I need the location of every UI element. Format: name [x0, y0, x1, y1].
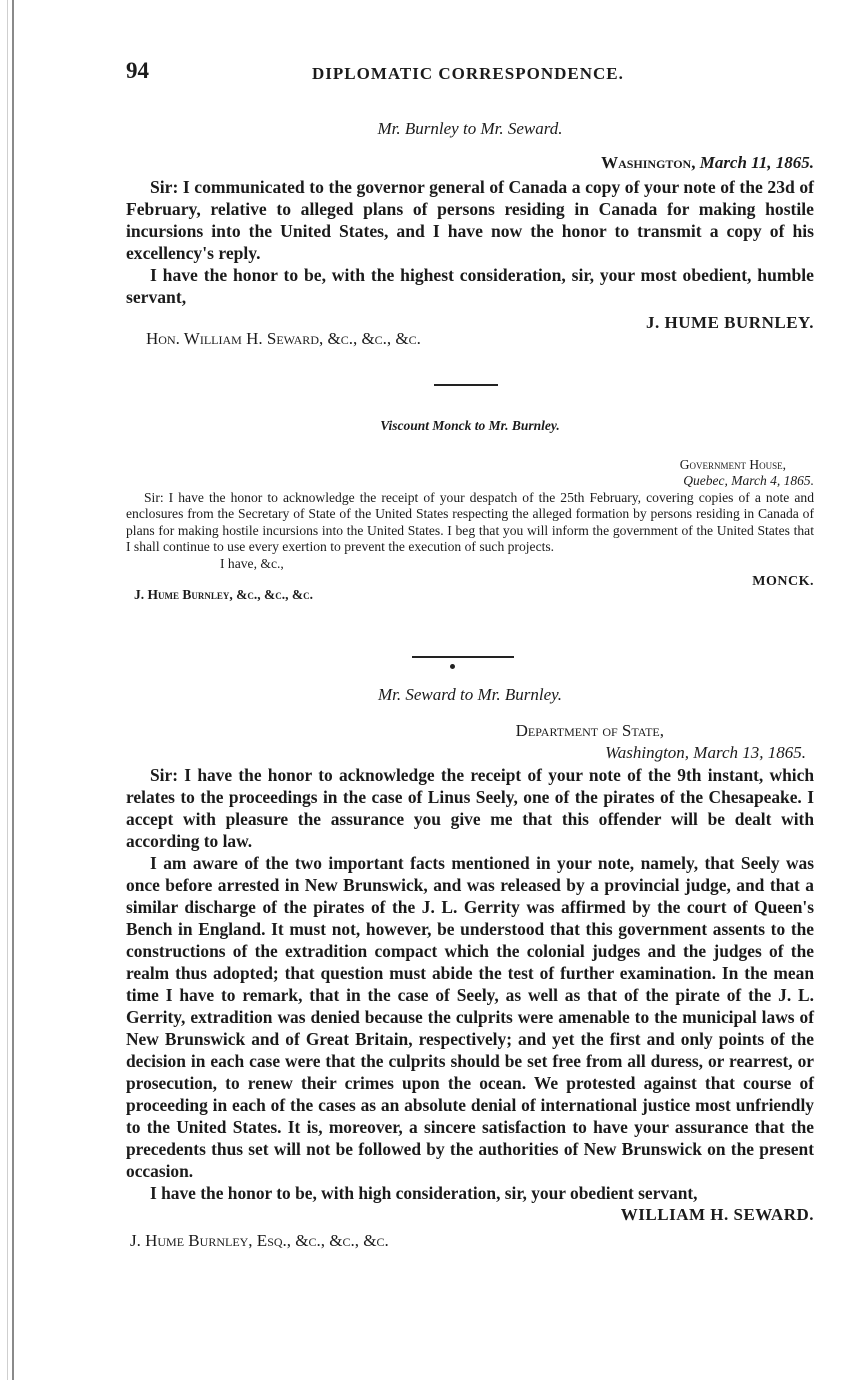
letter-closing: I have, &c.,: [220, 555, 284, 571]
letter-date: March 11, 1865.: [699, 153, 814, 172]
letter-title: Mr. Burnley to Mr. Seward.: [377, 119, 563, 138]
letter-addressee: Hon. William H. Seward, &c., &c., &c.: [146, 329, 421, 348]
letter-paragraph: I am aware of the two important facts mentioned in your note, namely, that Seely was once before arrested in New Brunswick, and was released by a provincial judge, and that a similar discharge of the pirates of the J. L. Gerrity was affirmed by the court of Queen's Bench in England. It must not, however, be understood that this government assents to the constructions of the extradition compact which the colonial judges and the judges of the realm thus adopted; that question must abide the test of further examination. In the mean time I have to remark, that in the case of Seely, as well as that of the pirate of the J. L. Gerrity, extradition was denied because the culprits were amenable to the municipal laws of New Brunswick and of Great Britain, respectively; and yet the first and only points of the decision in each case were that the culprits should be set free from all duress, or rearrest, or prosecution, to renew their crimes upon the ocean. We protested against that course of proceeding in each of the cases as an absolute denial of international justice most unfriendly to the United States. It is, moreover, a sincere satisfaction to have your assurance that the precedents thus set will not be followed by the authorities of New Brunswick on the present occasion.: [126, 853, 814, 1181]
running-head: DIPLOMATIC CORRESPONDENCE.: [312, 64, 624, 83]
letter-date: Washington, March 13, 1865.: [605, 743, 806, 762]
letter-place: Department of State,: [515, 721, 664, 740]
section-divider: [412, 656, 514, 658]
letter-paragraph: Sir: I have the honor to acknowledge the receipt of your note of the 9th instant, which relates to the proceedings in the case of Linus Seely, one of the pirates of the Chesapeake. I accept with pleasure the assurance you give me that this offender will be dealt with according to law.: [126, 765, 814, 851]
letter-paragraph: Sir: I communicated to the governor general of Canada a copy of your note of the 23d of February, relative to alleged plans of persons residing in Canada for making hostile incursions into the United States, and I have now the honor to transmit a copy of his excellency's reply.: [126, 177, 814, 263]
letter-monck-to-burnley: [126, 418, 814, 603]
letter-title: Mr. Seward to Mr. Burnley.: [377, 685, 562, 704]
letter-signature: J. HUME BURNLEY.: [646, 313, 814, 332]
letter-dateline: [126, 152, 814, 174]
page-edge-shadow: [7, 0, 8, 1380]
letter-seward-to-burnley: [126, 684, 814, 1252]
section-divider: [434, 384, 498, 386]
page-header: [126, 58, 814, 88]
page-number: 94: [126, 58, 149, 83]
letter-place: Government House,: [679, 456, 786, 472]
letter-signature: WILLIAM H. SEWARD.: [620, 1205, 814, 1224]
page-edge: [12, 0, 14, 1380]
letter-place: Washington,: [601, 153, 696, 172]
letter-date: Quebec, March 4, 1865.: [683, 473, 814, 488]
letter-burnley-to-seward: [126, 118, 814, 350]
letter-addressee: J. Hume Burnley, &c., &c., &c.: [134, 586, 313, 602]
letter-paragraph: Sir: I have the honor to acknowledge the receipt of your despatch of the 25th February, covering copies of a note and enclosures from the Secretary of State of the United States respecting the alleged formation by persons residing in Canada of plans for making hostile incursions into the United States. I beg that you will inform the government of the United States that I shall continue to use every exertion to prevent the execution of such projects.: [126, 489, 814, 554]
letter-paragraph: I have the honor to be, with high consideration, sir, your obedient servant,: [150, 1183, 698, 1203]
ornament-dot: [450, 664, 455, 669]
letter-signature: MONCK.: [752, 574, 814, 589]
letter-title: Viscount Monck to Mr. Burnley.: [380, 418, 560, 433]
letter-paragraph: I have the honor to be, with the highest consideration, sir, your most obedient, humble servant,: [126, 265, 814, 307]
letter-addressee: J. Hume Burnley, Esq., &c., &c., &c.: [130, 1231, 389, 1250]
